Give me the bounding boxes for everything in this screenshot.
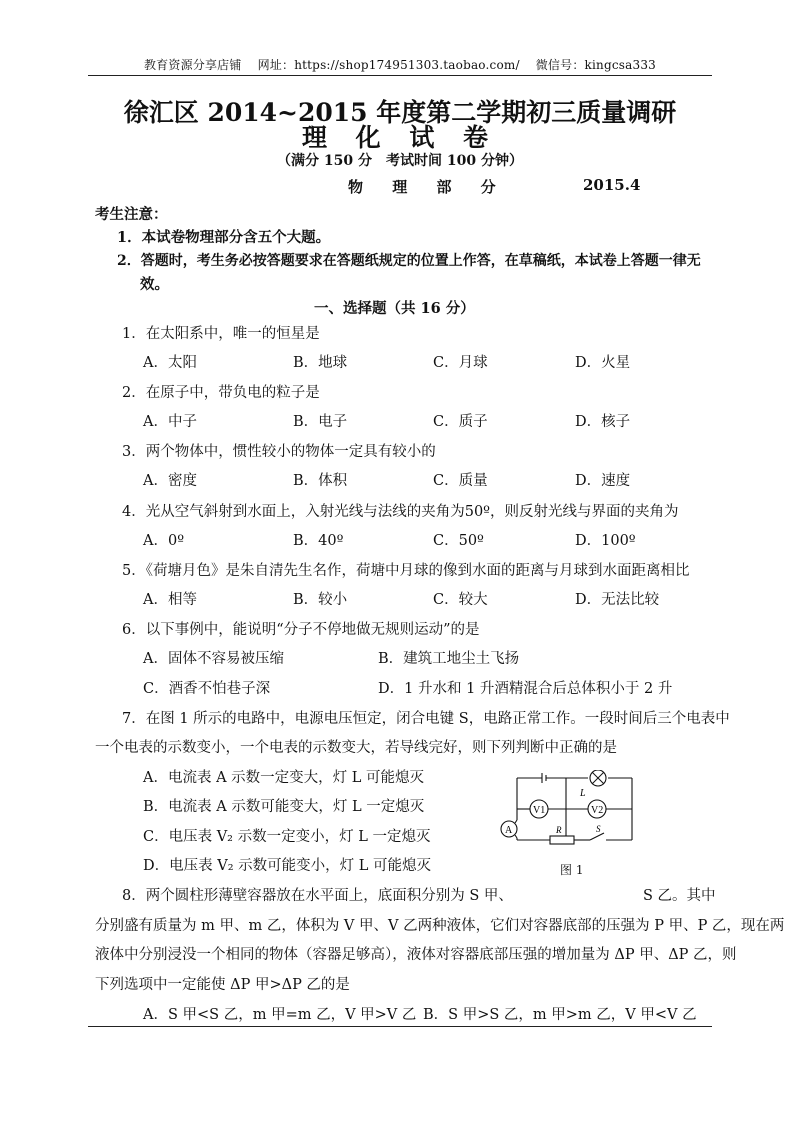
exam-meta: （满分 150 分 考试时间 100 分钟） — [277, 153, 523, 169]
question-8-stem-end: S 乙。其中 — [643, 888, 716, 904]
header-store: 教育资源分享店铺 — [143, 58, 242, 72]
notice-item-2-cont: 效。 — [140, 276, 169, 293]
question-7-option-a: A．电流表 A 示数一定变大，灯 L 可能熄灭 — [143, 770, 425, 786]
question-1-option-b: B．地球 — [293, 355, 348, 371]
header-url: 网址：https://shop174951303.taobao.com/ — [257, 58, 520, 72]
question-3-stem: 3．两个物体中，惯性较小的物体一定具有较小的 — [122, 444, 436, 460]
question-1-option-a: A．太阳 — [143, 355, 197, 371]
question-5-option-d: D．无法比较 — [575, 592, 660, 608]
switch-label: S — [596, 824, 601, 834]
circuit-diagram — [492, 770, 642, 850]
voltmeter-2-label: V2 — [591, 805, 604, 816]
question-4-option-c: C．50º — [433, 533, 484, 549]
header-rule — [88, 75, 712, 76]
resistor-label: R — [556, 825, 562, 835]
question-2-option-d: D．核子 — [575, 414, 631, 430]
notice-item-2: 2．答题时，考生务必按答题要求在答题纸规定的位置上作答，在草稿纸，本试卷上答题一律无 — [117, 253, 701, 269]
question-3-option-c: C．质量 — [433, 473, 488, 489]
question-8-stem: 8．两个圆柱形薄壁容器放在水平面上，底面积分别为 S 甲、 — [122, 888, 513, 904]
question-5-option-a: A．相等 — [143, 592, 197, 608]
question-6-option-c: C．酒香不怕巷子深 — [143, 681, 271, 697]
question-5-option-c: C．较大 — [433, 592, 488, 608]
footer-rule — [88, 1026, 712, 1027]
question-7-option-b: B．电流表 A 示数可能变大，灯 L 一定熄灭 — [143, 799, 425, 815]
question-5-option-b: B．较小 — [293, 592, 348, 608]
exam-subject: 理 化 试 卷 — [301, 123, 499, 152]
question-6-option-d: D．1 升水和 1 升酒精混合后总体积小于 2 升 — [378, 681, 673, 697]
question-4-stem: 4．光从空气斜射到水面上，入射光线与法线的夹角为50º，则反射光线与界面的夹角为 — [122, 504, 679, 520]
exam-date: 2015.4 — [583, 176, 641, 194]
page-header — [90, 56, 710, 73]
figure-caption: 图 1 — [560, 863, 584, 877]
question-4-option-a: A．0º — [143, 533, 185, 549]
question-3-option-a: A．密度 — [143, 473, 197, 489]
question-2-option-b: B．电子 — [293, 414, 348, 430]
voltmeter-1-label: V1 — [533, 805, 546, 816]
question-5-stem: 5．《荷塘月色》是朱自清先生名作，荷塘中月球的像到水面的距离与月球到水面距离相比 — [122, 563, 690, 579]
question-4-option-d: D．100º — [575, 533, 636, 549]
notice-heading: 考生注意： — [95, 206, 168, 223]
question-7-stem-cont: 一个电表的示数变小，一个电表的示数变大，若导线完好，则下列判断中正确的是 — [95, 740, 617, 756]
header-wechat: 微信号：kingcsa333 — [535, 58, 656, 72]
question-6-option-a: A．固体不容易被压缩 — [143, 651, 284, 667]
lamp-icon — [590, 770, 606, 786]
question-8-stem-line-3: 液体中分别浸没一个相同的物体（容器足够高），液体对容器底部压强的增加量为 ΔP 甲、ΔP 乙，则 — [95, 947, 737, 963]
section-title: 物 理 部 分 — [348, 178, 508, 196]
resistor-icon — [550, 836, 574, 844]
part-heading: 一、选择题（共 16 分） — [314, 300, 475, 317]
question-8-stem-line-2: 分别盛有质量为 m 甲、m 乙，体积为 V 甲、V 乙两种液体，它们对容器底部的压强为 P 甲、P 乙，现在两 — [95, 918, 785, 934]
question-7-option-d: D．电压表 V₂ 示数可能变小，灯 L 可能熄灭 — [143, 858, 431, 874]
question-4-option-b: B．40º — [293, 533, 344, 549]
ammeter-label: A — [505, 825, 513, 836]
question-3-option-d: D．速度 — [575, 473, 631, 489]
question-1-option-c: C．月球 — [433, 355, 488, 371]
exam-title: 徐汇区 2014~2015 年度第二学期初三质量调研 — [123, 98, 677, 127]
question-2-stem: 2．在原子中，带负电的粒子是 — [122, 385, 320, 401]
lamp-label: L — [580, 788, 586, 799]
question-2-option-c: C．质子 — [433, 414, 488, 430]
question-7-option-c: C．电压表 V₂ 示数一定变小，灯 L 一定熄灭 — [143, 829, 431, 845]
question-7-stem: 7．在图 1 所示的电路中，电源电压恒定，闭合电键 S，电路正常工作。一段时间后三个电表中 — [122, 711, 730, 727]
question-6-stem: 6．以下事例中，能说明“分子不停地做无规则运动”的是 — [122, 622, 480, 638]
notice-item-1: 1．本试卷物理部分含五个大题。 — [117, 229, 331, 246]
question-3-option-b: B．体积 — [293, 473, 348, 489]
switch-icon — [590, 833, 604, 840]
question-8-option-a: A．S 甲<S 乙，m 甲=m 乙，V 甲>V 乙 — [143, 1007, 417, 1023]
question-2-option-a: A．中子 — [143, 414, 197, 430]
question-6-option-b: B．建筑工地尘土飞扬 — [378, 651, 520, 667]
question-1-option-d: D．火星 — [575, 355, 631, 371]
question-8-option-b: B．S 甲>S 乙，m 甲>m 乙，V 甲<V 乙 — [423, 1007, 697, 1023]
question-8-stem-line-4: 下列选项中一定能使 ΔP 甲>ΔP 乙的是 — [95, 977, 350, 993]
question-1-stem: 1．在太阳系中，唯一的恒星是 — [122, 326, 320, 342]
